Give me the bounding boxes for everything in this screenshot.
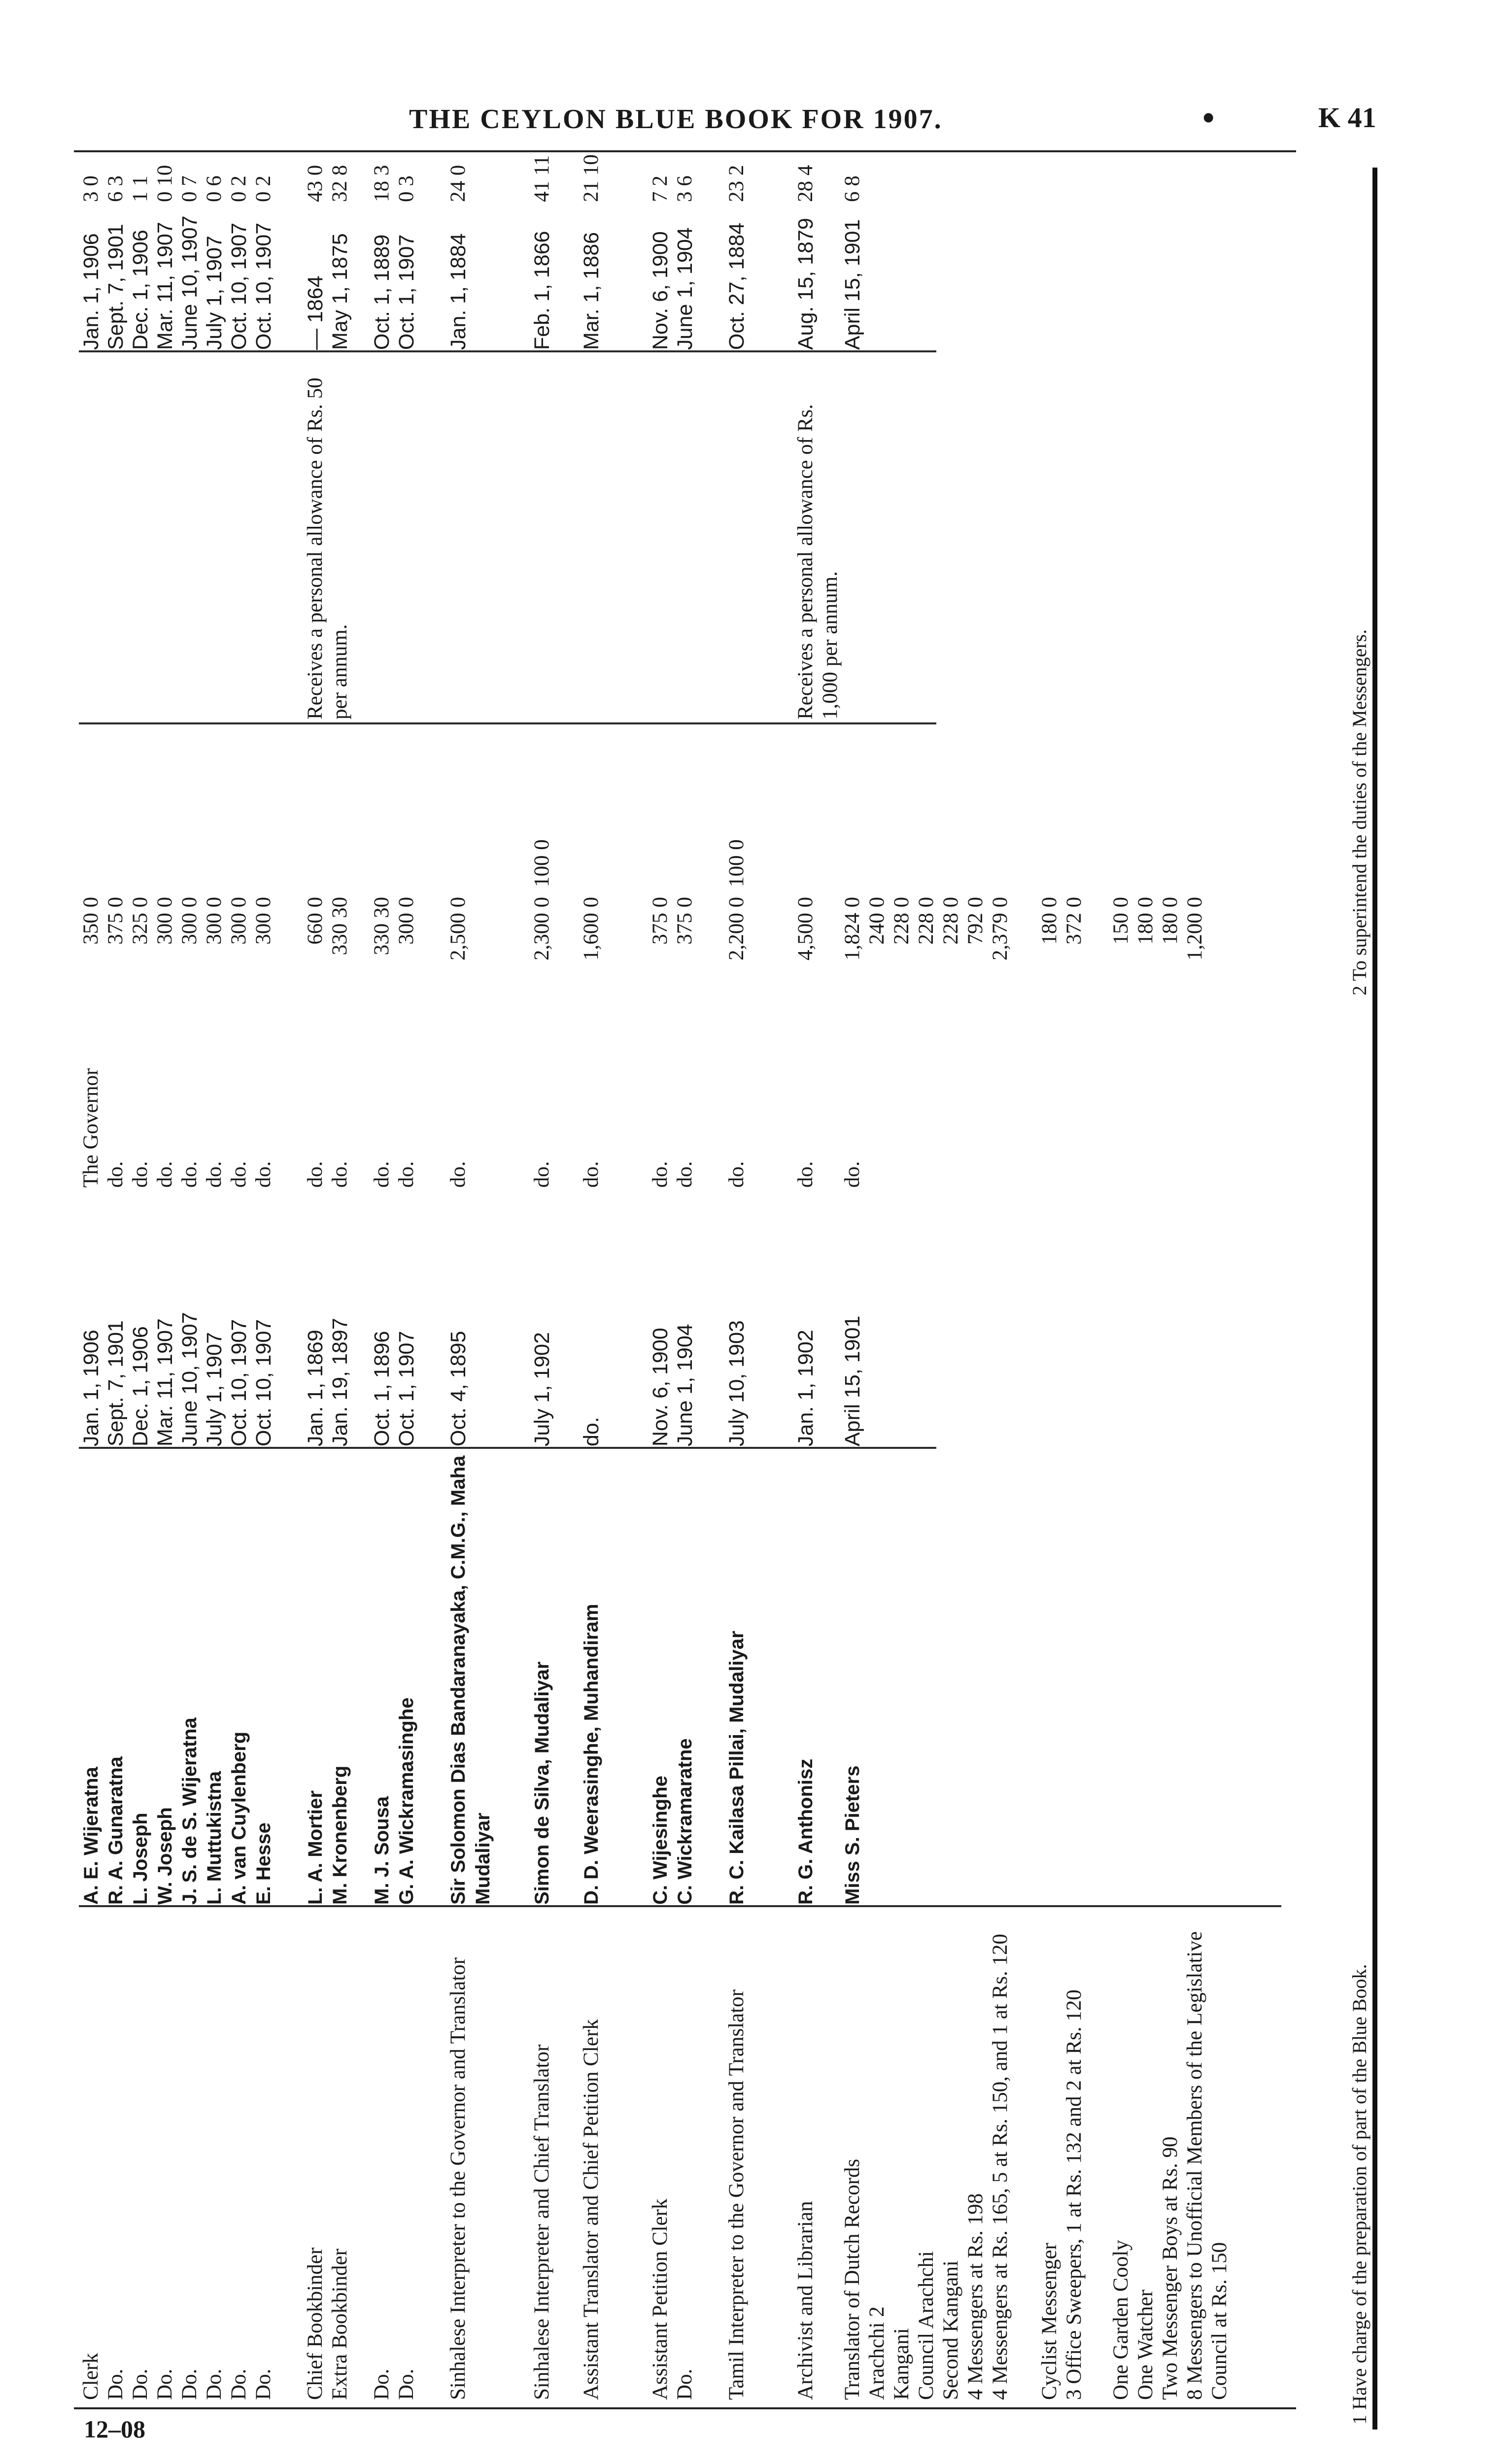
- cell-allowance: 100 0: [530, 839, 553, 887]
- cell-name: R. A. Gunaratna: [105, 1756, 127, 1905]
- cell-authority: do.: [104, 1161, 127, 1188]
- cell-position: Two Messenger Boys at Rs. 90: [1159, 2136, 1182, 2400]
- cell-allowance: 100 0: [725, 839, 748, 887]
- cell-service: 6 8: [841, 175, 864, 202]
- cell-date1: Mar. 11, 1907: [153, 1318, 177, 1446]
- cell-position: Translator of Dutch Records: [841, 2158, 864, 2400]
- cell-salary: 2,379 0: [989, 897, 1012, 960]
- cell-date1: Jan. 19, 1897: [328, 1318, 352, 1446]
- cell-position: Council Arachchi: [915, 2251, 938, 2400]
- cell-position: 3 Office Sweepers, 1 at Rs. 132 and 2 at Rs. 120: [1062, 1989, 1086, 2400]
- cell-name: M. Kronenberg: [329, 1765, 351, 1905]
- cell-name: L. A. Mortier: [305, 1790, 326, 1905]
- cell-service: 43 0: [304, 165, 327, 202]
- cell-position: Do.: [252, 2368, 275, 2400]
- cell-position: Tamil Interpreter to the Governor and Translator: [725, 1989, 748, 2400]
- cell-date1: July 1, 1902: [530, 1332, 554, 1446]
- cell-authority: do.: [580, 1161, 603, 1188]
- cell-authority: do.: [178, 1161, 201, 1188]
- cell-date2: Mar. 1, 1886: [580, 232, 603, 350]
- cell-authority: do.: [841, 1161, 864, 1188]
- cell-name: D. D. Weerasinghe, Muhandiram: [581, 1604, 602, 1905]
- cell-date1: Oct. 10, 1907: [227, 1319, 251, 1446]
- cell-salary: 228 0: [915, 897, 938, 945]
- establishment-table: [79, 154, 1281, 2405]
- cell-date1: do.: [580, 1417, 603, 1446]
- cell-salary: 180 0: [1134, 897, 1157, 945]
- cell-date1: Sept. 7, 1901: [104, 1320, 128, 1446]
- bottom-rule: [74, 2407, 1296, 2409]
- cell-salary: 150 0: [1109, 897, 1132, 945]
- cell-date1: April 15, 1901: [841, 1315, 864, 1446]
- cell-position: Do.: [673, 2368, 696, 2400]
- footnote-2: 2 To superintend the duties of the Messengers.: [1348, 629, 1370, 995]
- cell-salary: 375 0: [673, 897, 696, 945]
- cell-date2: April 15, 1901: [841, 219, 864, 350]
- cell-service: 7 2: [649, 175, 672, 202]
- cell-date2: Sept. 7, 1901: [104, 224, 128, 350]
- cell-name: C. Wijesinghe: [650, 1776, 671, 1905]
- cell-service: 0 3: [395, 175, 418, 202]
- cell-position: Do.: [227, 2368, 250, 2400]
- cell-salary: 240 0: [865, 897, 889, 945]
- cell-salary: 330 30: [370, 897, 393, 956]
- page-number: K 41: [1318, 102, 1376, 134]
- cell-date1: Nov. 6, 1900: [649, 1328, 672, 1446]
- cell-name: C. Wickramaratne: [674, 1738, 696, 1905]
- cell-date2: June 1, 1904: [673, 227, 697, 350]
- cell-position: Assistant Translator and Chief Petition Clerk: [580, 2019, 603, 2400]
- running-head-dot: •: [1202, 99, 1215, 137]
- cell-date1: Jan. 1, 1906: [79, 1330, 103, 1446]
- cell-authority: do.: [304, 1161, 327, 1188]
- cell-position: 4 Messengers at Rs. 165, 5 at Rs. 150, and 1 at Rs. 120: [989, 1934, 1012, 2400]
- cell-salary: 2,200 0: [725, 897, 748, 960]
- cell-date2: July 1, 1907: [203, 236, 226, 350]
- cell-date2: Aug. 15, 1879: [794, 218, 818, 350]
- cell-date2: Oct. 10, 1907: [227, 222, 251, 350]
- cell-position: Extra Bookbinder: [328, 2249, 351, 2400]
- cell-position: Second Kangani: [939, 2260, 962, 2400]
- cell-date2: Oct. 1, 1889: [370, 234, 394, 350]
- cell-authority: do.: [129, 1161, 152, 1188]
- cell-date2: Jan. 1, 1884: [446, 233, 470, 350]
- cell-position: Kangani: [890, 2328, 913, 2400]
- cell-authority: do.: [370, 1161, 393, 1188]
- cell-salary: 2,300 0: [530, 897, 553, 960]
- cell-name: E. Hesse: [253, 1822, 274, 1905]
- cell-service: 3 6: [673, 175, 696, 202]
- cell-authority: do.: [328, 1161, 351, 1188]
- column-rule: [79, 1447, 936, 1449]
- cell-service: 0 6: [203, 175, 226, 202]
- cell-date1: Jan. 1, 1902: [794, 1330, 818, 1446]
- cell-authority: The Governor: [79, 1068, 103, 1188]
- cell-authority: do.: [153, 1161, 176, 1188]
- cell-name: W. Joseph: [154, 1807, 176, 1905]
- cell-date1: Jan. 1, 1869: [304, 1330, 327, 1446]
- cell-position: Clerk: [79, 2353, 103, 2400]
- cell-salary: 180 0: [1159, 897, 1182, 945]
- cell-salary: 372 0: [1062, 897, 1086, 945]
- cell-authority: do.: [725, 1161, 748, 1188]
- cell-name: R. G. Anthonisz: [795, 1758, 817, 1905]
- right-margin-bar: [1372, 168, 1377, 2430]
- cell-name: Simon de Silva, Mudaliyar: [531, 1661, 553, 1905]
- cell-name: A. van Cuylenberg: [228, 1731, 250, 1905]
- cell-salary: 300 0: [252, 897, 275, 945]
- cell-position: Do.: [129, 2368, 152, 2400]
- cell-name: Miss S. Pieters: [842, 1765, 863, 1905]
- column-rule: [79, 350, 936, 352]
- cell-name: L. Joseph: [130, 1813, 151, 1905]
- cell-position: Do.: [104, 2368, 127, 2400]
- cell-name: L. Muttukistna: [204, 1771, 225, 1905]
- cell-position: Chief Bookbinder: [304, 2247, 327, 2400]
- cell-date1: Oct. 1, 1907: [395, 1331, 418, 1446]
- cell-service: 3 0: [79, 175, 103, 202]
- cell-position: Do.: [153, 2368, 176, 2400]
- cell-position: One Garden Cooly: [1109, 2240, 1132, 2400]
- cell-salary: 1,600 0: [580, 897, 603, 960]
- cell-name: A. E. Wijeratna: [80, 1767, 102, 1905]
- cell-date2: Nov. 6, 1900: [649, 231, 672, 350]
- cell-salary: 180 0: [1038, 897, 1061, 945]
- cell-authority: do.: [673, 1161, 696, 1188]
- cell-salary: 4,500 0: [794, 897, 817, 960]
- cell-service: 0 7: [178, 175, 201, 202]
- cell-service: 28 4: [794, 165, 817, 202]
- cell-authority: do.: [227, 1161, 250, 1188]
- cell-authority: do.: [252, 1161, 275, 1188]
- cell-position: Assistant Petition Clerk: [649, 2198, 672, 2400]
- cell-date2: Jan. 1, 1906: [79, 233, 103, 350]
- cell-service: 0 2: [227, 175, 250, 202]
- cell-date2: Feb. 1, 1866: [530, 231, 554, 350]
- cell-date2: May 1, 1875: [328, 233, 352, 350]
- cell-authority: do.: [446, 1161, 470, 1188]
- cell-position: One Watcher: [1134, 2290, 1157, 2400]
- cell-position: 4 Messengers at Rs. 198: [964, 2193, 987, 2400]
- column-rule: [79, 722, 936, 724]
- cell-name: R. C. Kailasa Pillai, Mudaliyar: [726, 1631, 748, 1905]
- cell-service: 0 10: [153, 165, 176, 202]
- cell-salary: 792 0: [964, 897, 987, 945]
- cell-position: Sinhalese Interpreter and Chief Translator: [530, 2044, 553, 2400]
- cell-name: Sir Solomon Dias Bandaranayaka, C.M.G., Maha Mudaliyar: [447, 1455, 494, 1905]
- cell-authority: do.: [530, 1161, 553, 1188]
- cell-salary: 300 0: [153, 897, 176, 945]
- cell-name: G. A. Wickramasinghe: [396, 1697, 417, 1905]
- cell-date1: July 10, 1903: [725, 1320, 749, 1446]
- cell-salary: 300 0: [178, 897, 201, 945]
- footnote-1: 1 Have charge of the preparation of part of the Blue Book.: [1348, 1964, 1370, 2425]
- cell-service: 6 3: [104, 175, 127, 202]
- cell-salary: 325 0: [129, 897, 152, 945]
- cell-service: 24 0: [446, 165, 470, 202]
- cell-service: 23 2: [725, 165, 748, 202]
- cell-date2: Mar. 11, 1907: [153, 222, 177, 350]
- cell-date2: Oct. 10, 1907: [252, 222, 275, 350]
- cell-position: Do.: [178, 2368, 201, 2400]
- cell-salary: 660 0: [304, 897, 327, 945]
- cell-position: Do.: [203, 2368, 226, 2400]
- sheet-signature: 12–08: [84, 2415, 145, 2443]
- cell-authority: do.: [794, 1161, 817, 1188]
- cell-remarks: Receives a personal allowance of Rs. 1,000 per annum.: [794, 404, 842, 719]
- cell-date1: July 1, 1907: [203, 1332, 226, 1446]
- cell-name: M. J. Sousa: [371, 1796, 393, 1905]
- cell-date1: Oct. 1, 1896: [370, 1331, 394, 1446]
- running-head-title: THE CEYLON BLUE BOOK FOR 1907.: [409, 104, 943, 135]
- cell-salary: 375 0: [104, 897, 127, 945]
- cell-salary: 300 0: [227, 897, 250, 945]
- top-rule: [74, 150, 1296, 152]
- cell-salary: 330 30: [328, 897, 351, 956]
- cell-position: Archivist and Librarian: [794, 2201, 817, 2400]
- cell-authority: do.: [395, 1161, 418, 1188]
- cell-service: 21 10: [580, 154, 603, 202]
- cell-salary: 1,824 0: [841, 897, 864, 960]
- cell-salary: 300 0: [395, 897, 418, 945]
- cell-name: J. S. de S. Wijeratna: [179, 1717, 201, 1905]
- cell-position: Do.: [395, 2368, 418, 2400]
- cell-date1: June 10, 1907: [178, 1312, 202, 1446]
- cell-date1: Oct. 10, 1907: [252, 1319, 275, 1446]
- cell-date2: Oct. 27, 1884: [725, 222, 749, 350]
- cell-salary: 228 0: [890, 897, 913, 945]
- cell-service: 1 1: [129, 175, 152, 202]
- cell-position: 8 Messengers to Unofficial Members of the Legislative Council at Rs. 150: [1183, 1931, 1231, 2400]
- cell-authority: do.: [649, 1161, 672, 1188]
- cell-position: Sinhalese Interpreter to the Governor and Translator: [446, 1957, 470, 2400]
- cell-salary: 228 0: [939, 897, 962, 945]
- cell-salary: 2,500 0: [446, 897, 470, 960]
- cell-remarks: Receives a personal allowance of Rs. 50 per annum.: [304, 377, 351, 719]
- cell-service: 0 2: [252, 175, 275, 202]
- cell-salary: 350 0: [79, 897, 103, 945]
- cell-authority: do.: [203, 1161, 226, 1188]
- cell-service: 18 3: [370, 165, 393, 202]
- cell-position: Cyclist Messenger: [1038, 2243, 1061, 2400]
- cell-date2: Dec. 1, 1906: [129, 230, 152, 350]
- cell-date1: June 1, 1904: [673, 1324, 697, 1446]
- cell-date1: Oct. 4, 1895: [446, 1331, 470, 1446]
- cell-date2: Oct. 1, 1907: [395, 234, 418, 350]
- cell-position: Arachchi 2: [865, 2306, 889, 2400]
- cell-salary: 375 0: [649, 897, 672, 945]
- cell-date2: June 10, 1907: [178, 215, 202, 350]
- cell-date2: — 1864: [304, 275, 327, 350]
- cell-position: Do.: [370, 2368, 393, 2400]
- cell-date1: Dec. 1, 1906: [129, 1326, 152, 1446]
- cell-service: 41 11: [530, 155, 553, 202]
- cell-salary: 300 0: [203, 897, 226, 945]
- cell-service: 32 8: [328, 165, 351, 202]
- cell-salary: 1,200 0: [1183, 897, 1206, 960]
